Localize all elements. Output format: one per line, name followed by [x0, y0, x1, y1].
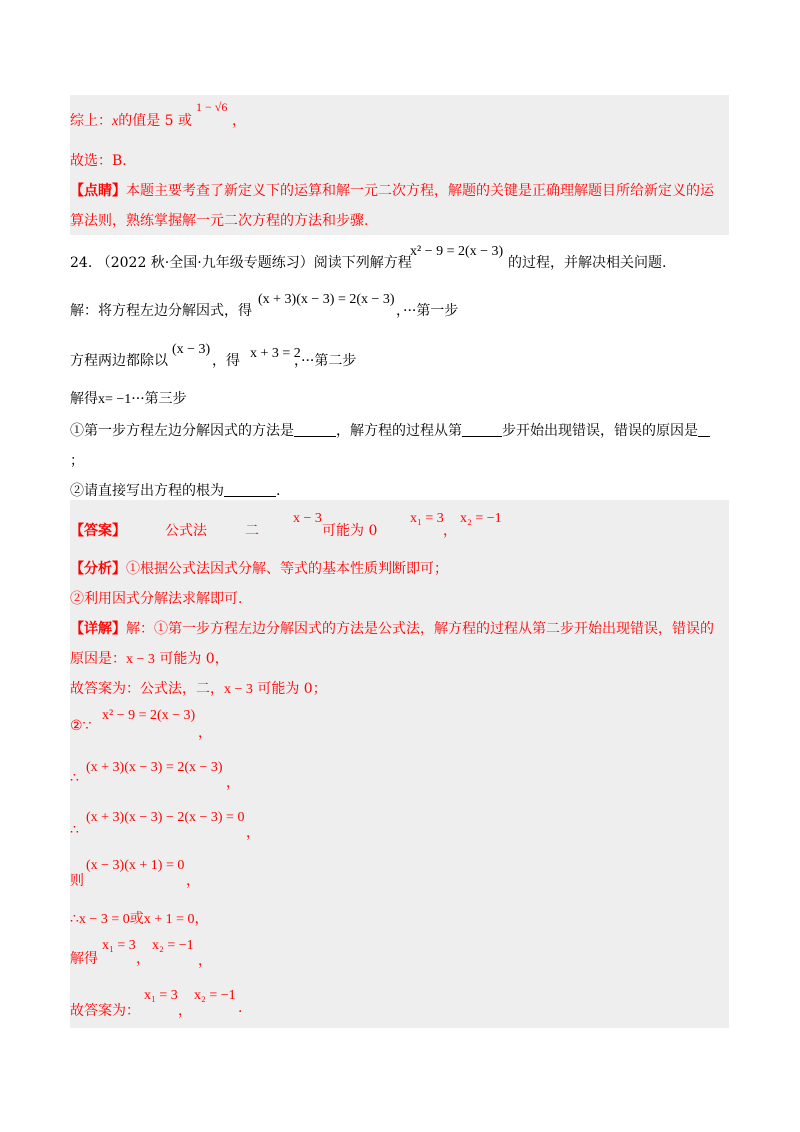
detail-text-2b: 可能为 0， — [159, 651, 229, 667]
q2-end: . — [276, 483, 281, 499]
tip-line-1 — [70, 180, 714, 200]
step3-suffix: ···第三步 — [131, 391, 187, 407]
answer-2: 二 — [245, 523, 259, 539]
answer-blank-3 — [698, 422, 710, 437]
step1-expr: (x + 3)(x − 3) = 2(x − 3) — [258, 292, 395, 307]
analysis-line-1 — [70, 558, 448, 578]
summary-var: x — [112, 114, 119, 129]
detail-line-3 — [70, 678, 327, 698]
step-s7-prefix: 故答案为： — [70, 1003, 140, 1019]
step-s5-prefix: ∴ — [70, 911, 79, 927]
answer-3-text: 可能为 0 — [322, 523, 378, 539]
step3-expr: x= −1 — [98, 392, 132, 407]
choice-line: 故选：B． — [70, 153, 137, 169]
step-s2-end: ， — [226, 775, 240, 791]
step-s4-expr: (x − 3)(x + 1) = 0 — [86, 858, 185, 873]
tip-text-1: 本题主要考查了新定义下的运算和解一元二次方程，解题的关键是正确理解题目所给新定义的运 — [126, 183, 714, 199]
step3-prefix: 解得 — [70, 391, 98, 407]
step3-line — [70, 388, 187, 408]
summary-root-expr: 1 − √6 — [196, 100, 228, 114]
step-s5-expr1: x − 3 = 0 — [78, 912, 130, 927]
step-s6-end: ， — [198, 953, 212, 969]
detail-text-1: 解：①第一步方程左边分解因式的方法是公式法，解方程的过程从第二步开始出现错误，错误的 — [126, 621, 714, 637]
question-source: （2022 秋·全国·九年级专题练习）阅读下列解方程 — [96, 255, 412, 271]
step-s6-x1: x₁ = 3 — [102, 938, 136, 953]
answer-4-x1: x₁ = 3 — [410, 511, 444, 526]
summary-prefix: 综上： — [70, 113, 112, 129]
q1-text-c: 步开始出现错误，错误的原因是 — [502, 423, 698, 439]
detail-expr-2: x − 3 — [126, 652, 155, 667]
answer-4-sep: ， — [443, 523, 457, 539]
step-s2-prefix: ∴ — [70, 770, 79, 786]
detail-text-3b: 可能为 0； — [257, 681, 327, 697]
summary-mid: 的值是 5 或 — [118, 113, 193, 129]
q1-end: ； — [70, 453, 84, 469]
tip-tag: 【点睛】 — [70, 183, 126, 199]
detail-line-1 — [70, 618, 714, 638]
detail-tag: 【详解】 — [70, 621, 126, 637]
step-s7-end: . — [238, 1000, 243, 1016]
answer-blank-2 — [462, 422, 502, 437]
q2-text: ②请直接写出方程的根为 — [70, 483, 224, 499]
q1-text-a: ①第一步方程左边分解因式的方法是 — [70, 423, 294, 439]
step-s7-sep: ， — [178, 1003, 192, 1019]
step-s6-prefix: 解得 — [70, 951, 98, 967]
step-s5-end: ， — [194, 911, 209, 927]
analysis-text-1: ①根据公式法因式分解、等式的基本性质判断即可； — [126, 561, 448, 577]
step-s4-end: ， — [186, 873, 200, 889]
detail-line-2 — [70, 648, 229, 668]
summary-end: ， — [232, 113, 246, 129]
answer-1: 公式法 — [165, 523, 207, 539]
step-s6-sep: ， — [136, 951, 150, 967]
step-s1-expr: x² − 9 = 2(x − 3) — [102, 708, 196, 723]
step-s6-x2: x₂ = −1 — [152, 938, 194, 953]
analysis-tag: 【分析】 — [70, 561, 126, 577]
step-s3-prefix: ∴ — [70, 822, 79, 838]
analysis-line-2: ②利用因式分解法求解即可. — [70, 591, 243, 607]
step-s3-end: ， — [246, 825, 260, 841]
step-s1-end: ， — [198, 725, 212, 741]
answer-blank-4 — [224, 482, 276, 497]
question-equation: x² − 9 = 2(x − 3) — [410, 244, 504, 259]
detail-text-2a: 原因是： — [70, 651, 126, 667]
step2-expr1: (x − 3) — [172, 342, 211, 357]
step1-prefix: 解：将方程左边分解因式，得 — [70, 303, 252, 319]
answer-blank-1 — [294, 422, 336, 437]
question-intro-end: 的过程，并解决相关问题. — [508, 255, 667, 271]
step2-prefix: 方程两边都除以 — [70, 353, 168, 369]
step-s2-expr: (x + 3)(x − 3) = 2(x − 3) — [86, 760, 223, 775]
answer-4-x2: x₂ = −1 — [460, 511, 502, 526]
step1-suffix: ，···第一步 — [396, 303, 459, 319]
step-s5-mid: 或 — [129, 911, 144, 927]
question-part2 — [70, 480, 280, 500]
q1-text-b: ，解方程的过程从第 — [336, 423, 462, 439]
step-s3-expr: (x + 3)(x − 3) − 2(x − 3) = 0 — [86, 810, 245, 825]
tip-line-2: 算法则，熟练掌握解一元二次方程的方法和步骤. — [70, 213, 369, 229]
step2-suffix: ，···第二步 — [294, 353, 357, 369]
question-number: 24. — [70, 255, 93, 271]
detail-text-3a: 故答案为：公式法，二， — [70, 681, 224, 697]
question-intro — [70, 252, 412, 272]
detail-expr-3: x − 3 — [224, 682, 253, 697]
step-s5-expr2: x + 1 = 0 — [143, 912, 195, 927]
step-s5-line — [70, 908, 209, 928]
answer-tag: 【答案】 — [70, 523, 126, 539]
step-s4-prefix: 则 — [70, 873, 84, 889]
answer-3-expr: x − 3 — [293, 511, 322, 526]
step-s7-x2: x₂ = −1 — [194, 988, 236, 1003]
step-s1-prefix: ②∵ — [70, 718, 92, 734]
step2-mid: ，得 — [212, 353, 240, 369]
question-part1 — [70, 420, 710, 440]
step-s7-x1: x₁ = 3 — [144, 988, 178, 1003]
summary-line — [70, 110, 192, 130]
step2-expr2: x + 3 = 2 — [250, 346, 301, 361]
